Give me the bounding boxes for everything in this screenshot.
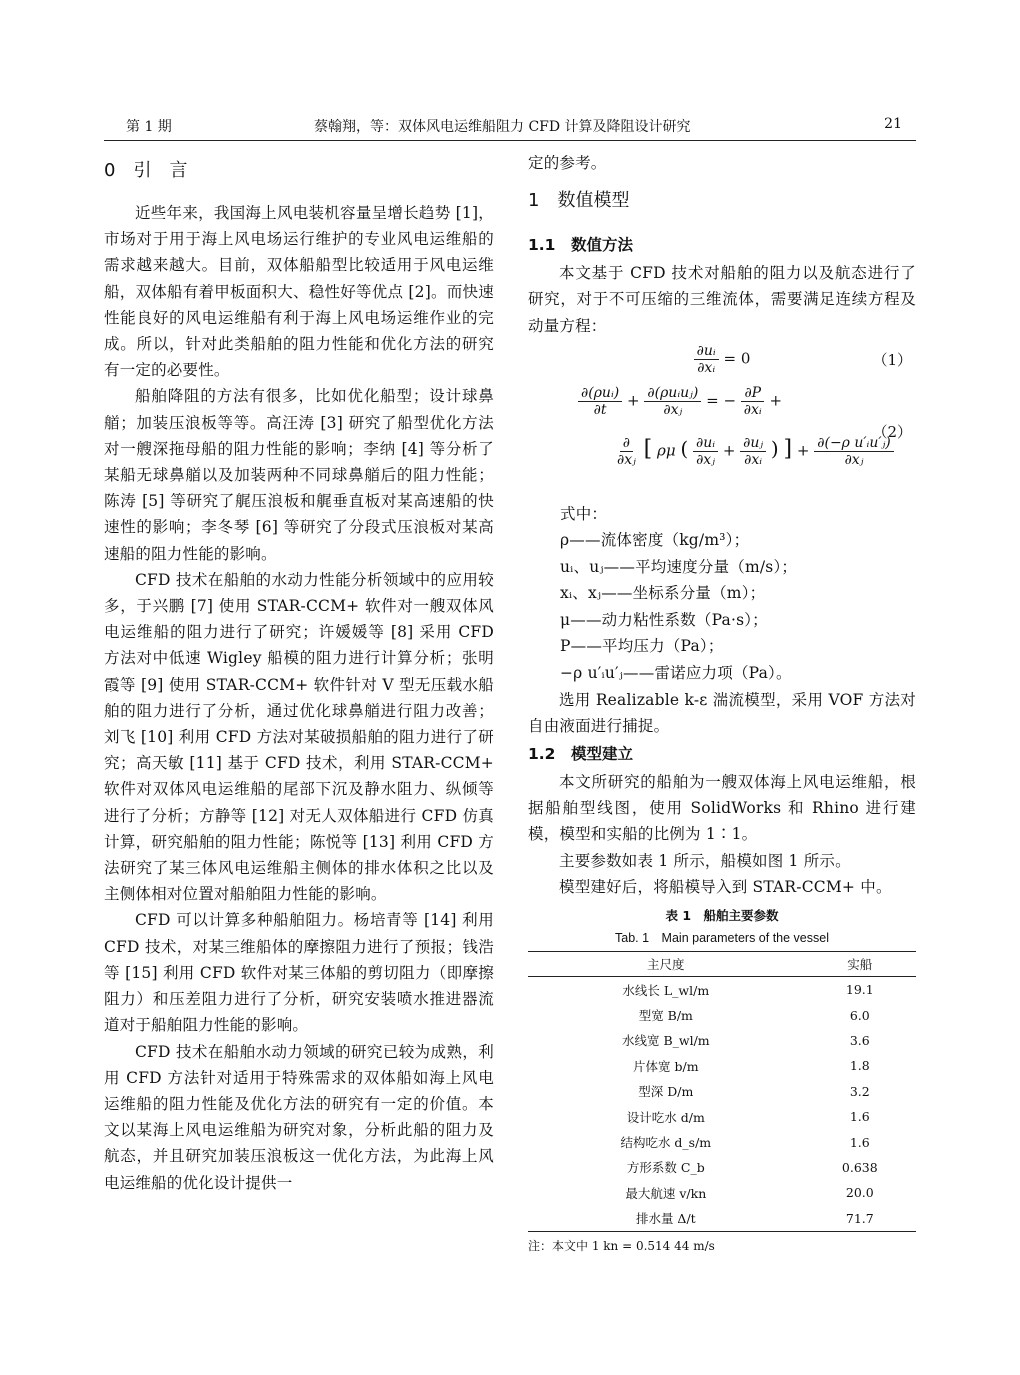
equation-1: $\frac{\text{∂uᵢ}}{\text{∂xᵢ}}$ = 0 （1）	[528, 343, 916, 379]
table-row	[528, 1028, 916, 1053]
table-cell: 型宽 B/m	[638, 1008, 693, 1024]
table-cell: 型深 D/m	[638, 1084, 694, 1100]
table-caption-en: Tab. 1 Main parameters of the vessel	[615, 931, 829, 945]
variable-item: P——平均压力（Pa）；	[560, 637, 724, 656]
variable-item: xᵢ、xⱼ——坐标系分量（m）；	[560, 584, 766, 603]
table-cell: 6.0	[849, 1007, 870, 1023]
issue-label: 第 1 期	[126, 119, 172, 135]
table-cell: 1.6	[849, 1134, 870, 1150]
table-row	[528, 1002, 916, 1027]
where-label: 式中：	[560, 504, 608, 523]
table-note: 注：本文中 1 kn = 0.514 44 m/s	[528, 1238, 715, 1253]
eq1-fraction: $\frac{\text{∂uᵢ}}{\text{∂xᵢ}}$	[694, 343, 719, 376]
running-title: 蔡翰翔，等：双体风电运维船阻力 CFD 计算及降阻设计研究	[314, 119, 691, 135]
table-cell: 方形系数 C_b	[626, 1160, 705, 1176]
intro-paragraph-2: 船舶降阻的方法有很多，比如优化船型；设计球鼻艏；加装压浪板等等。高汪涛 [3] 研究了船型优化方法对一艘深拖母船的阻力性能的影响；李纳 [4] 等分析了某船无球鼻艏以及加装两种不同球鼻艏后的阻力性能；陈涛 [5] 等研究了艉压浪板和艉垂直板对某高速船的快速性的影响；李冬琴 [6] 等研究了分段式压浪板对某高速船的阻力性能的影响。	[104, 387, 494, 563]
eq2-label: （2）	[872, 422, 912, 441]
variable-list	[528, 527, 916, 687]
numerical-method-paragraph: 本文基于 CFD 技术对船舶的阻力以及航态进行了研究，对于不可压缩的三维流体，需要满足连续方程及动量方程：	[528, 264, 916, 335]
table-cell: 20.0	[845, 1185, 874, 1201]
table-cell: 最大航速 v/kn	[625, 1185, 707, 1201]
table-cell: 3.6	[849, 1032, 870, 1048]
left-column	[104, 150, 494, 1196]
table-header-cell: 实船	[804, 952, 916, 977]
model-paragraph-1: 本文所研究的船舶为一艘双体海上风电运维船，根据船舶型线图，使用 SolidWorks 和 Rhino 进行建模，模型和实船的比例为 1∶1。	[528, 772, 916, 844]
table-cell: 排水量 Δ/t	[528, 1206, 804, 1232]
table-cell: 1.8	[849, 1058, 870, 1074]
table-cell: 71.7	[804, 1206, 916, 1232]
model-paragraph-3: 模型建好后，将船模导入到 STAR-CCM+ 中。	[559, 877, 892, 896]
table-row	[528, 1053, 916, 1078]
table-cell: 水线长 L_wl/m	[622, 982, 710, 998]
variable-item: −ρ u′ᵢu′ⱼ——雷诺应力项（Pa）。	[560, 663, 792, 682]
continuation-text: 定的参考。	[528, 154, 607, 172]
table-cell: 3.2	[849, 1083, 870, 1099]
variable-item: uᵢ、uⱼ——平均速度分量（m/s）；	[560, 557, 798, 576]
model-paragraph-2: 主要参数如表 1 所示，船模如图 1 所示。	[559, 851, 851, 870]
table-row	[528, 1104, 916, 1129]
page-number: 21	[884, 116, 902, 132]
intro-paragraph-5: CFD 技术在船舶水动力领域的研究已较为成熟，利用 CFD 方法针对适用于特殊需求的双体船如海上风电运维船的阻力性能及优化方法的研究有一定的价值。本文以某海上风电运维船为研究对象，分析此船的阻力及航态，并且研究加装压浪板这一优化方法，为此海上风电运维船的优化设计提供一	[104, 1042, 494, 1192]
intro-paragraph-4: CFD 可以计算多种船舶阻力。杨培青等 [14] 利用 CFD 技术，对某三维船体的摩擦阻力进行了预报；钱浩等 [15] 利用 CFD 软件对某三体船的剪切阻力（即摩擦阻力）和压差阻力进行了分析，研究安装喷水推进器流道对于船舶阻力性能的影响。	[104, 911, 494, 1035]
section-1-title: 1 数值模型	[528, 190, 630, 212]
table-cell: 0.638	[841, 1159, 878, 1175]
table-row	[528, 1129, 916, 1154]
table-cell: 水线宽 B_wl/m	[621, 1033, 710, 1049]
table-cell: 设计吃水 d/m	[626, 1109, 705, 1125]
turbulence-paragraph: 选用 Realizable k-ε 湍流模型，采用 VOF 方法对自由液面进行捕捉。	[528, 690, 916, 735]
table-row	[528, 1206, 916, 1232]
equation-2: $\frac{\text{∂(ρuᵢ)}}{\partial t}$ + $\frac{\text{∂(ρuᵢuⱼ)}}{\text{∂xⱼ}}$ = − $\frac{\partial P}{\text{∂xᵢ}}$ + $\frac{\partial}{\text{∂xⱼ}}$ [ ρμ ( $\frac{\text{∂uᵢ}}{\text{∂xⱼ}}$ + $\frac{\text{∂uⱼ}}{\text{∂xᵢ}}$ ) ] + $\frac{\text{∂(−ρ u′ᵢu′ⱼ)}}{\text{∂xⱼ}}$ （2）	[528, 385, 916, 495]
intro-paragraph-3: CFD 技术在船舶的水动力性能分析领域中的应用较多，于兴鹏 [7] 使用 STAR-CCM+ 软件对一艘双体风电运维船的阻力进行了研究；许媛媛等 [8] 采用 CFD 方法对中低速 Wigley 船模的阻力进行计算分析；张明霞等 [9] 使用 STAR-CCM+ 软件针对 V 型无压载水船舶的阻力进行了分析，通过优化球鼻艏进行阻力改善；刘飞 [10] 利用 CFD 方法对某破损船舶的阻力进行了研究；高天敏 [11] 基于 CFD 技术，利用 STAR-CCM+ 软件对双体风电运维船的尾部下沉及静水阻力、纵倾等进行了分析；方静等 [12] 对无人双体船进行 CFD 仿真计算，研究船舶的阻力性能；陈悦等 [13] 利用 CFD 方法研究了某三体风电运维船主侧体的排水体积之比以及主侧体相对位置对船舶阻力性能的影响。	[104, 570, 494, 904]
eq1-label: （1）	[872, 350, 912, 369]
right-column	[528, 150, 916, 1254]
section-0-title: 0 引 言	[104, 160, 188, 181]
table-cell: 1.6	[849, 1109, 870, 1125]
table-row	[528, 1155, 916, 1180]
table-cell: 19.1	[845, 982, 874, 998]
table-row	[528, 1180, 916, 1205]
table-header-cell: 主尺度	[528, 952, 804, 977]
subsection-1-1-title: 1.1 数值方法	[528, 236, 633, 255]
table-cell: 结构吃水 d_s/m	[620, 1135, 712, 1151]
table-row	[528, 977, 916, 1003]
table-row	[528, 1079, 916, 1104]
intro-paragraph-1: 近些年来，我国海上风电装机容量呈增长趋势 [1]，市场对于用于海上风电场运行维护的专业风电运维船的需求越来越大。目前，双体船船型比较适用于风电运维船，双体船有着甲板面积大、稳性好等优点 [2]。而快速性能良好的风电运维船有利于海上风电场运维作业的完成。所以，针对此类船舶的阻力性能和优化方法的研究有一定的必要性。	[104, 204, 494, 380]
vessel-parameters-table	[528, 951, 916, 1232]
table-caption: 表 1 船舶主要参数	[665, 908, 779, 923]
running-header	[104, 112, 916, 141]
variable-item: ρ——流体密度（kg/m³）；	[560, 531, 750, 550]
variable-item: μ——动力粘性系数（Pa·s）；	[560, 610, 768, 629]
subsection-1-2-title: 1.2 模型建立	[528, 744, 633, 763]
table-cell: 片体宽 b/m	[633, 1058, 699, 1074]
table-header-row	[528, 952, 916, 977]
